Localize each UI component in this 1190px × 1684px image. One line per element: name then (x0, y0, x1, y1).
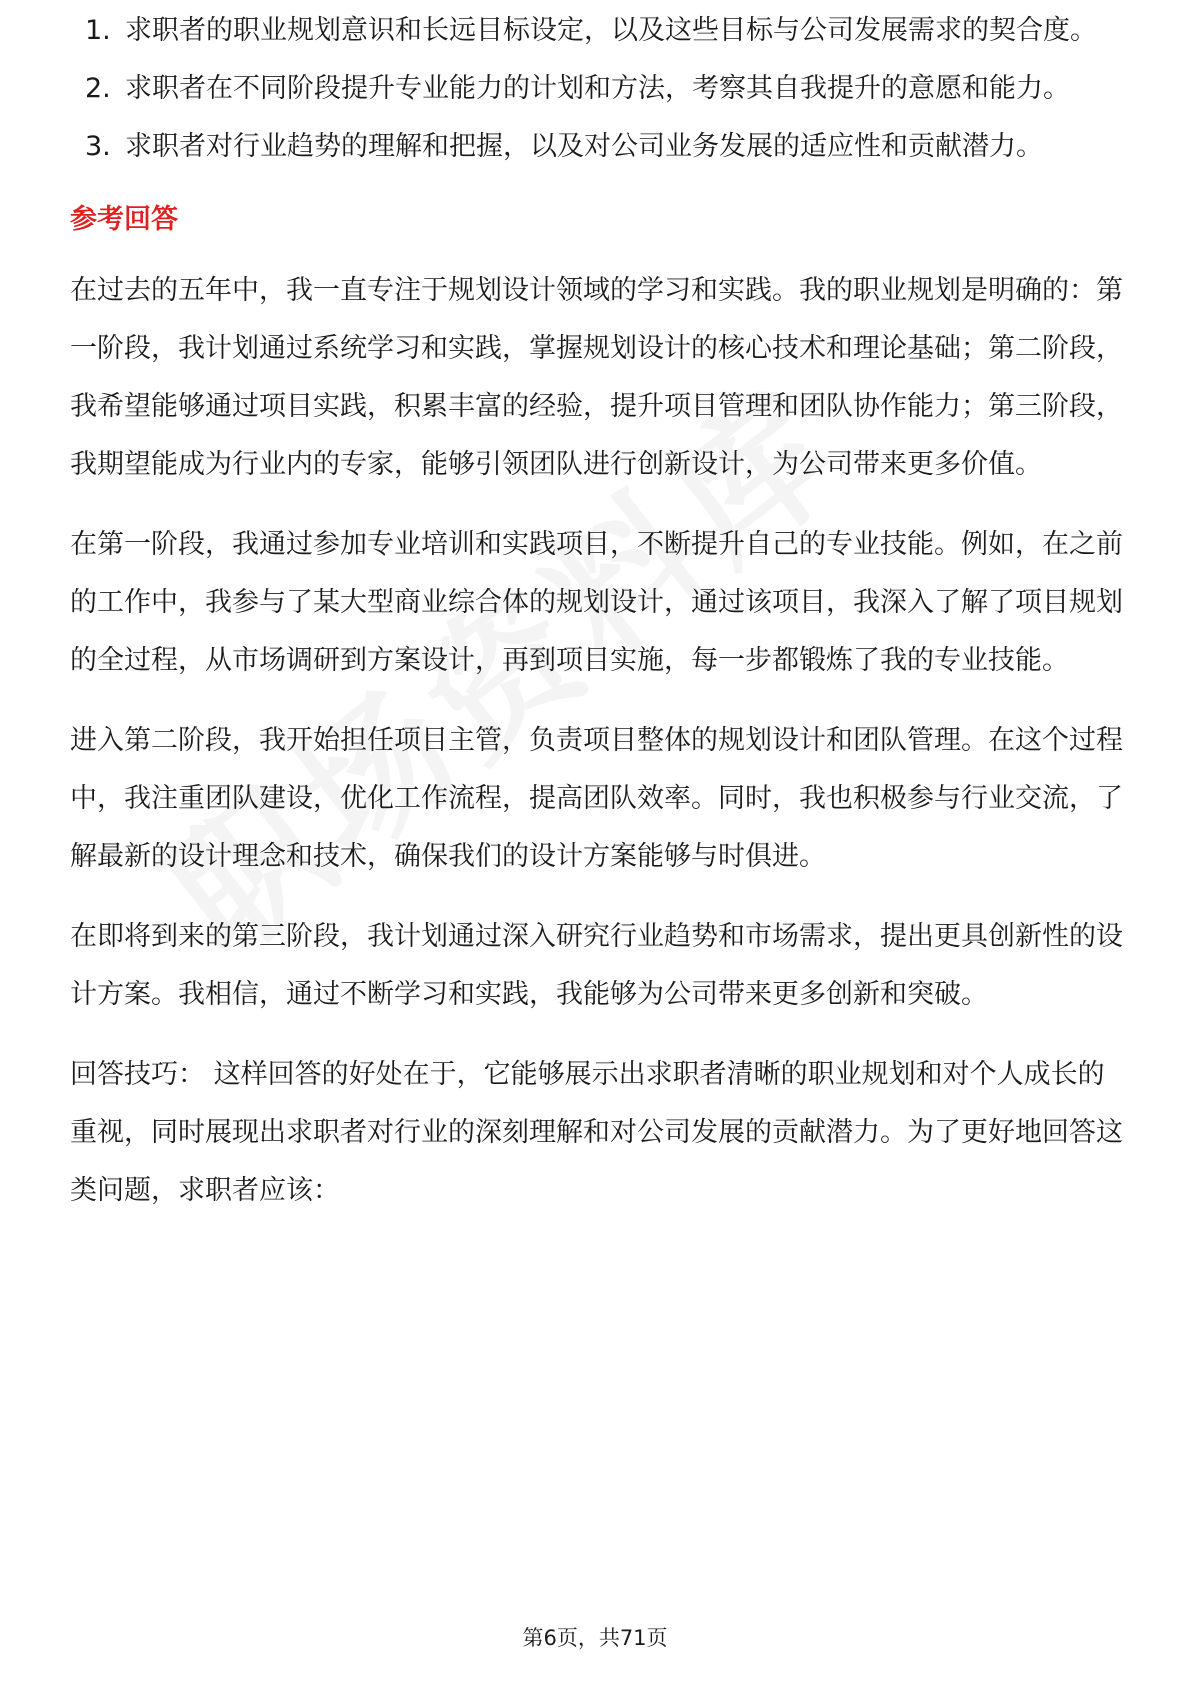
answer-tips-paragraph: 回答技巧： 这样回答的好处在于，它能够展示出求职者清晰的职业规划和对个人成长的重视，同时展现出求职者对行业的深刻理解和对公司发展的贡献潜力。为了更好地回答这类问题，求职者应该： (70, 1059, 1123, 1206)
list-item-text: 求职者在不同阶段提升专业能力的计划和方法，考察其自我提升的意愿和能力。 (125, 73, 1070, 104)
page-footer: 第6页，共71页 (522, 1626, 668, 1650)
list-item (70, 2, 1130, 60)
list-item-number: 2. (85, 73, 111, 104)
list-item-text: 求职者的职业规划意识和长远目标设定，以及这些目标与公司发展需求的契合度。 (125, 15, 1097, 46)
evaluation-points-list (70, 2, 1130, 176)
list-item (70, 60, 1130, 118)
answer-paragraph: 进入第二阶段，我开始担任项目主管，负责项目整体的规划设计和团队管理。在这个过程中，我注重团队建设，优化工作流程，提高团队效率。同时，我也积极参与行业交流，了解最新的设计理念和技术，确保我们的设计方案能够与时俱进。 (70, 725, 1123, 872)
page-content (70, 15, 1130, 1242)
answer-paragraph: 在第一阶段，我通过参加专业培训和实践项目，不断提升自己的专业技能。例如，在之前的工作中，我参与了某大型商业综合体的规划设计，通过该项目，我深入了解了项目规划的全过程，从市场调研到方案设计，再到项目实施，每一步都锻炼了我的专业技能。 (70, 529, 1123, 676)
section-title: 参考回答 (70, 204, 178, 235)
answer-paragraph: 在即将到来的第三阶段，我计划通过深入研究行业趋势和市场需求，提出更具创新性的设计方案。我相信，通过不断学习和实践，我能够为公司带来更多创新和突破。 (70, 921, 1123, 1010)
list-item-number: 3. (85, 131, 111, 162)
answer-paragraph: 在过去的五年中，我一直专注于规划设计领域的学习和实践。我的职业规划是明确的：第一阶段，我计划通过系统学习和实践，掌握规划设计的核心技术和理论基础；第二阶段，我希望能够通过项目实践，积累丰富的经验，提升项目管理和团队协作能力；第三阶段，我期望能成为行业内的专家，能够引领团队进行创新设计，为公司带来更多价值。 (70, 275, 1123, 480)
list-item (70, 118, 1130, 176)
list-item-text: 求职者对行业趋势的理解和把握，以及对公司业务发展的适应性和贡献潜力。 (125, 131, 1043, 162)
list-item-number: 1. (85, 15, 111, 46)
